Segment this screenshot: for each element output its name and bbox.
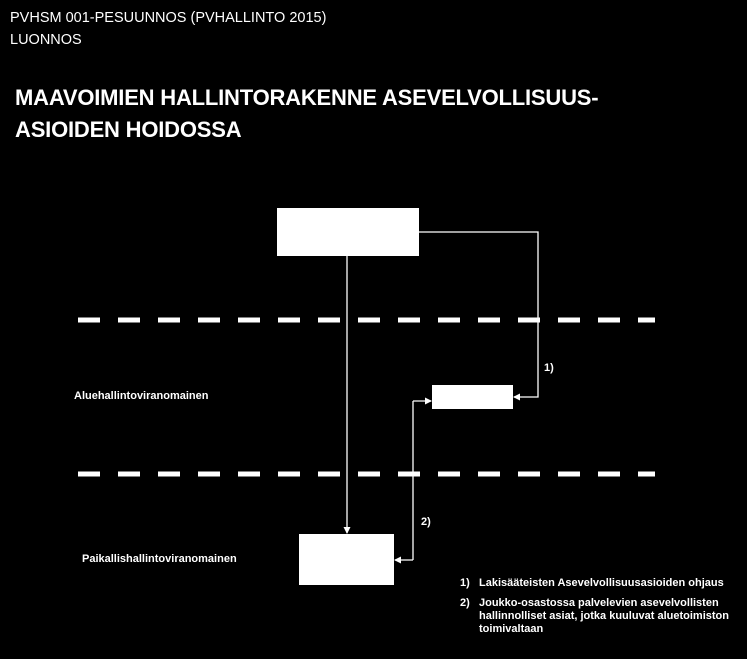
legend — [460, 577, 745, 643]
top-level-box — [277, 208, 419, 256]
regional-authority-label: Aluehallintoviranomainen — [74, 390, 209, 402]
legend-item-number: 2) — [460, 597, 470, 609]
diagram-title-line-1: MAAVOIMIEN HALLINTORAKENNE ASEVELVOLLISUUS- — [15, 85, 599, 110]
local-authority-box — [299, 534, 394, 585]
regional-authority-box — [432, 385, 513, 409]
document-id: PVHSM 001-PESUUNNOS (PVHALLINTO 2015) — [10, 10, 327, 26]
connector-marker-2: 2) — [421, 516, 431, 528]
legend-item-number: 1) — [460, 577, 470, 589]
connector-marker-1: 1) — [544, 362, 554, 374]
legend-item — [460, 597, 745, 636]
legend-item-text: Lakisääteisten Asevelvollisuusasioiden ohjaus — [479, 577, 724, 589]
legend-item-text: Joukko-osastossa palvelevien asevelvollisten hallinnolliset asiat, jotka kuuluvat aluetoimiston toimivaltaan — [479, 597, 729, 635]
legend-item — [460, 577, 745, 590]
document-status: LUONNOS — [10, 32, 82, 48]
local-authority-label: Paikallishallintoviranomainen — [82, 553, 237, 565]
top-to-regional-arrow — [419, 232, 538, 397]
diagram-title-line-2: ASIOIDEN HOIDOSSA — [15, 117, 242, 142]
